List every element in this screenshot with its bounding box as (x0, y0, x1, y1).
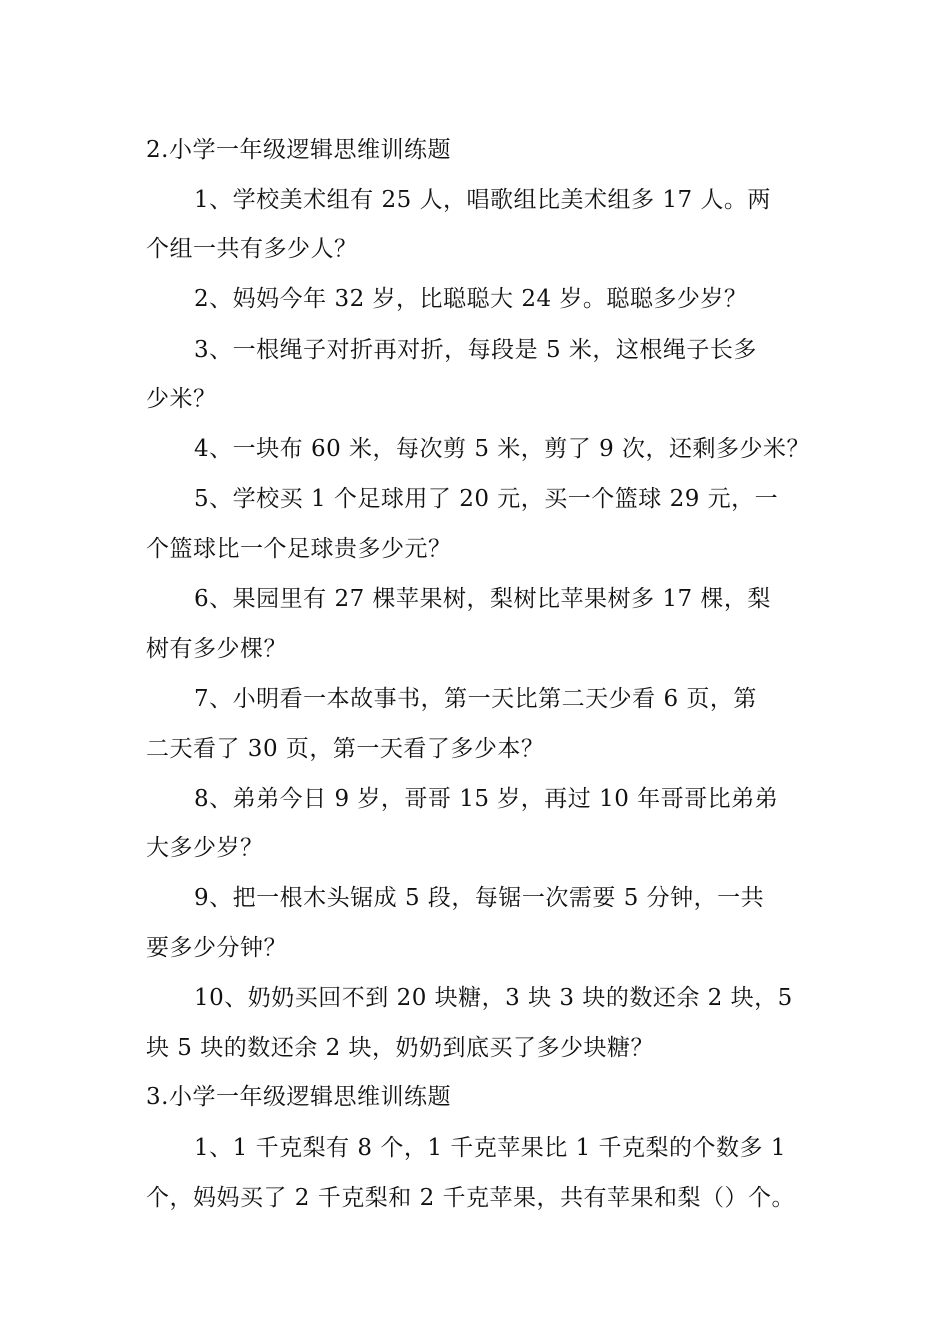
question-1-line-1: 1、学校美术组有 25 人，唱歌组比美术组多 17 人。两 (194, 187, 771, 213)
question-7-line-1: 7、小明看一本故事书，第一天比第二天少看 6 页，第 (194, 686, 757, 712)
question-6-line-1: 6、果园里有 27 棵苹果树，梨树比苹果树多 17 棵，梨 (194, 586, 771, 612)
question-10-line-2: 块 5 块的数还余 2 块，奶奶到底买了多少块糖？ (146, 1035, 655, 1061)
question-2-line-1: 2、妈妈今年 32 岁，比聪聪大 24 岁。聪聪多少岁？ (194, 286, 748, 312)
section-heading: 2.小学一年级逻辑思维训练题 (146, 137, 451, 163)
question-10-line-1: 10、奶奶买回不到 20 块糖，3 块 3 块的数还余 2 块，5 (194, 985, 793, 1011)
question-6-line-2: 树有多少棵？ (146, 636, 287, 662)
question-3-line-2: 少米？ (146, 386, 217, 412)
question-1-line-2: 个组一共有多少人？ (146, 236, 358, 262)
question-1-line-1: 1、1 千克梨有 8 个，1 千克苹果比 1 千克梨的个数多 1 (194, 1135, 786, 1161)
question-8-line-1: 8、弟弟今日 9 岁，哥哥 15 岁，再过 10 年哥哥比弟弟 (194, 786, 779, 812)
question-5-line-1: 5、学校买 1 个足球用了 20 元，买一个篮球 29 元，一 (194, 486, 779, 512)
question-5-line-2: 个篮球比一个足球贵多少元？ (146, 536, 452, 562)
question-4-line-1: 4、一块布 60 米，每次剪 5 米，剪了 9 次，还剩多少米？ (194, 436, 811, 462)
question-9-line-1: 9、把一根木头锯成 5 段，每锯一次需要 5 分钟，一共 (194, 885, 765, 911)
question-7-line-2: 二天看了 30 页，第一天看了多少本？ (146, 736, 545, 762)
section-heading: 3.小学一年级逻辑思维训练题 (146, 1084, 451, 1110)
question-3-line-1: 3、一根绳子对折再对折，每段是 5 米，这根绳子长多 (194, 337, 757, 363)
question-9-line-2: 要多少分钟？ (146, 935, 287, 961)
question-1-line-2: 个，妈妈买了 2 千克梨和 2 千克苹果，共有苹果和梨（）个。 (146, 1185, 796, 1211)
question-8-line-2: 大多少岁？ (146, 835, 264, 861)
